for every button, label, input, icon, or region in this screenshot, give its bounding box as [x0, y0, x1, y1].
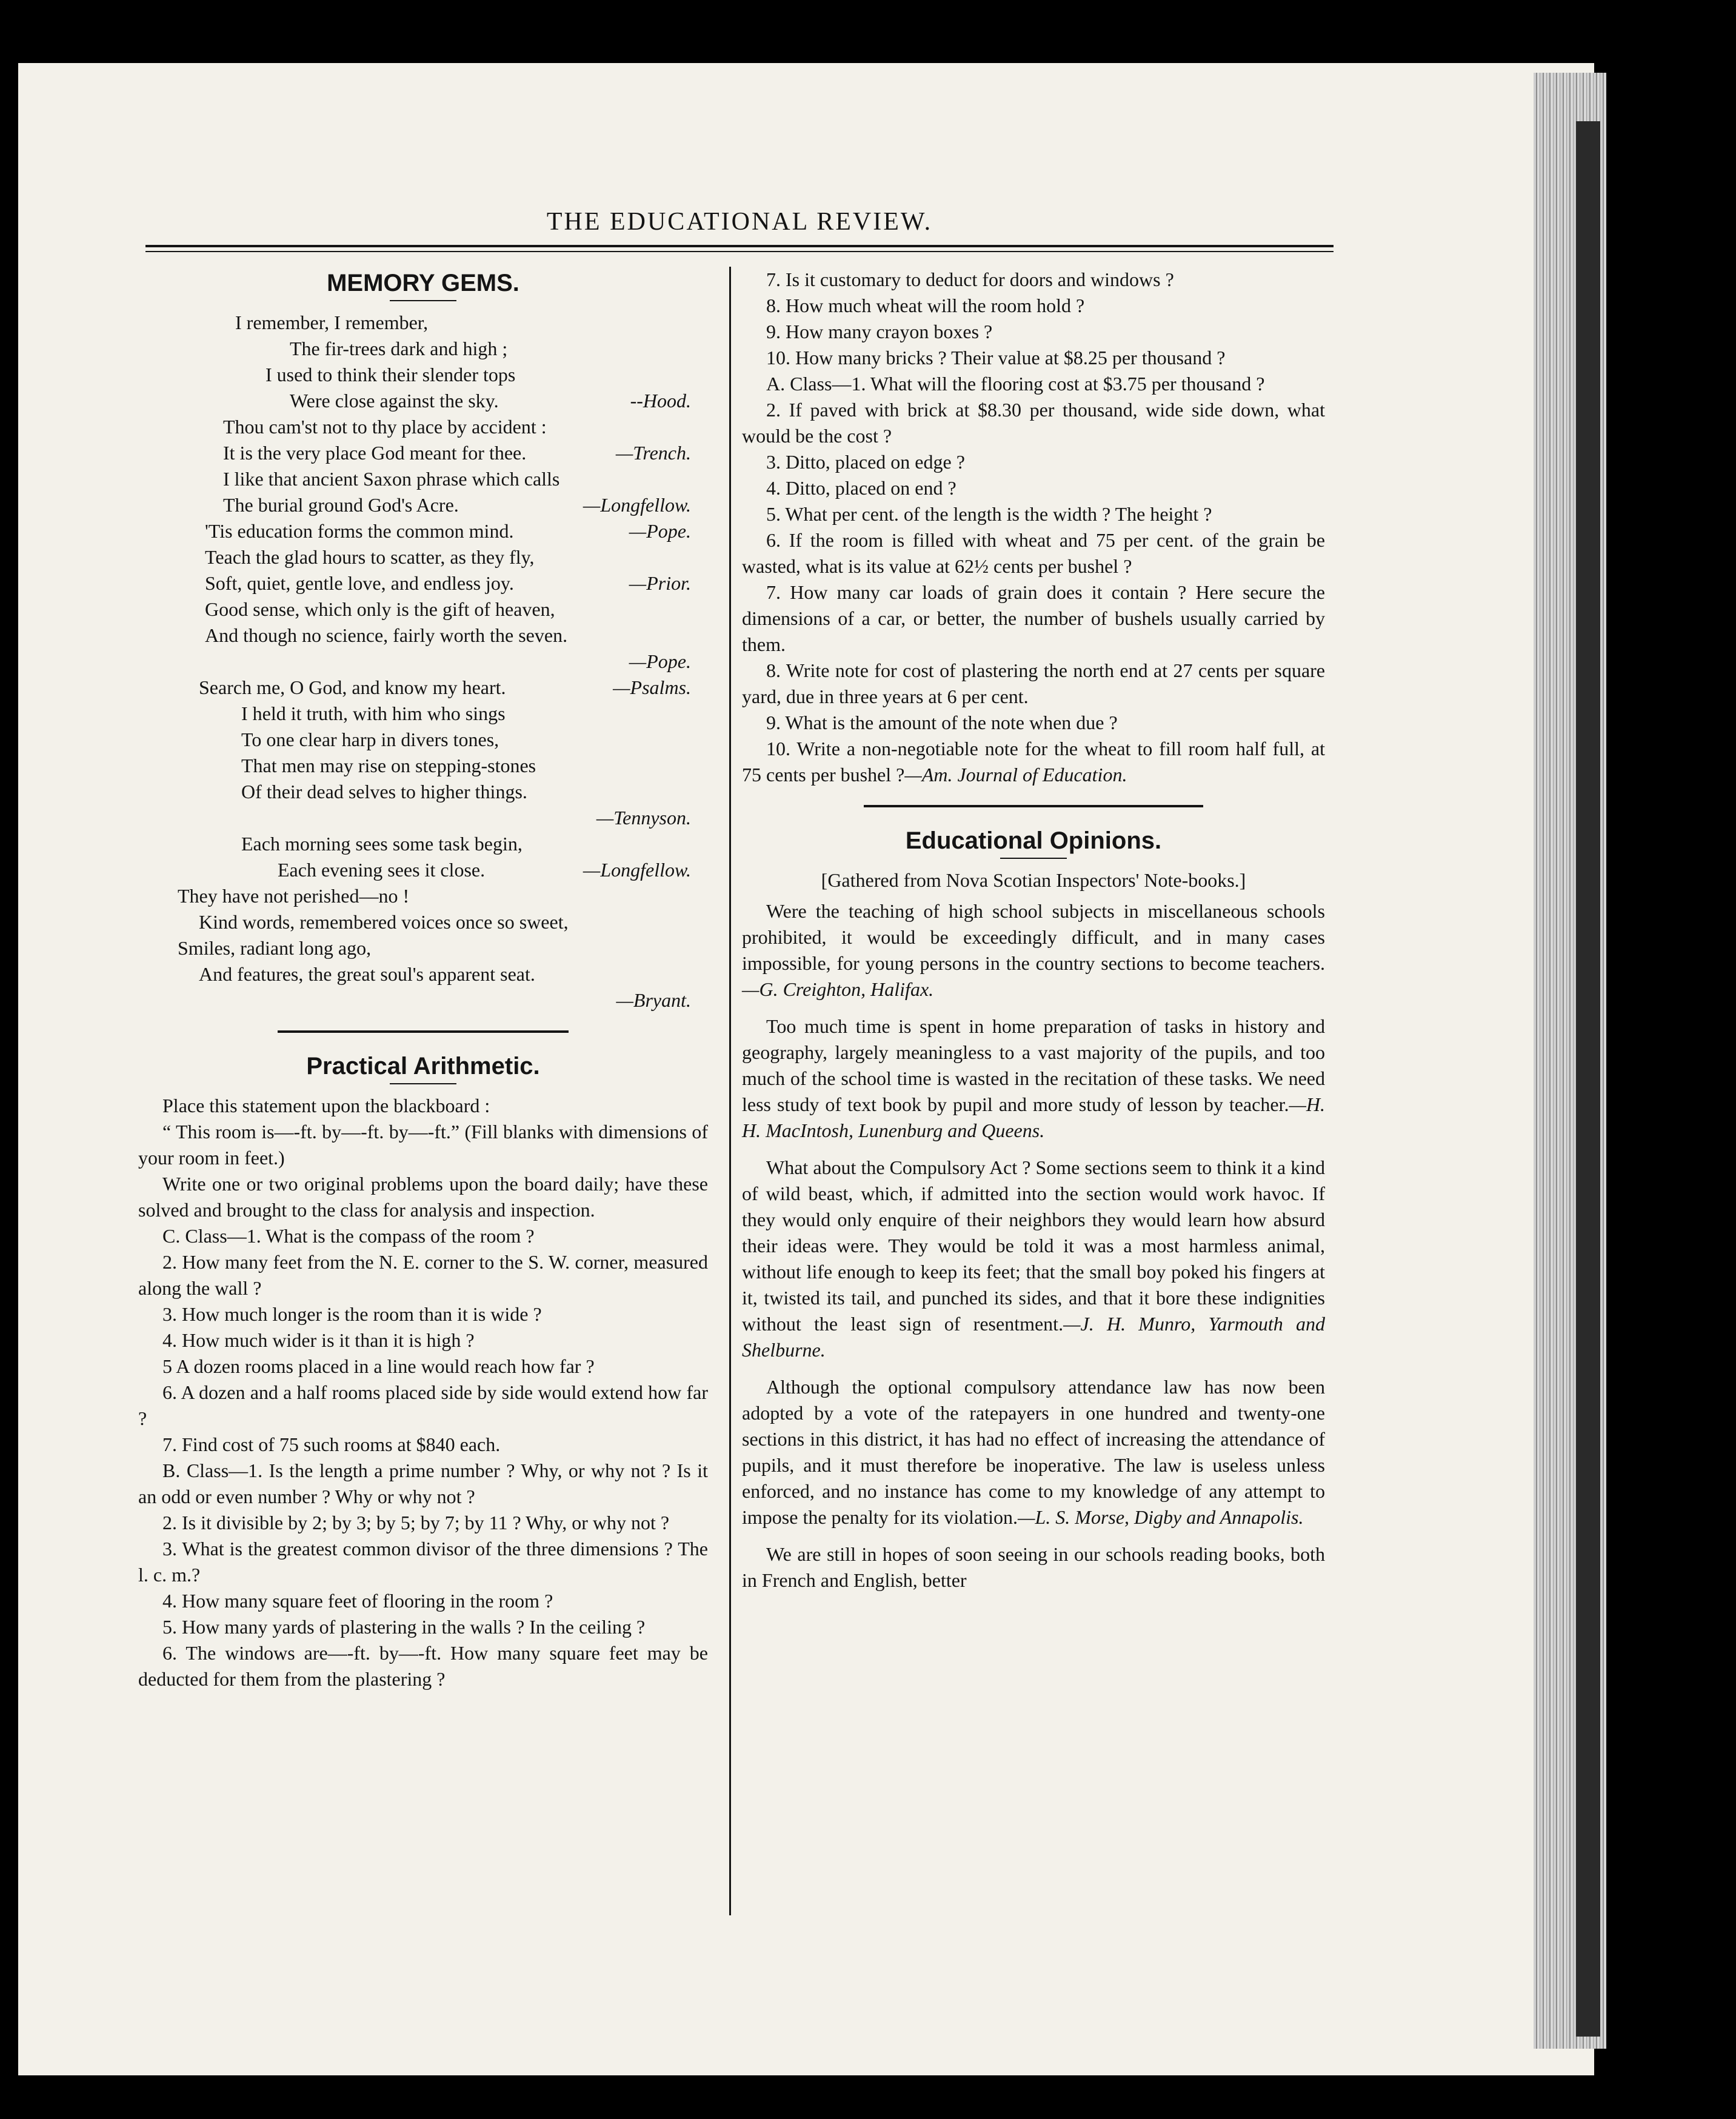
practical-arithmetic-body — [138, 1093, 708, 1692]
arithmetic-item: A. Class—1. What will the flooring cost at $3.75 per thousand ? — [766, 373, 1265, 395]
arithmetic-item: 8. Write note for cost of plastering the north end at 27 cents per square yard, due in three years at 6 per cent. — [742, 659, 1325, 707]
opinion-paragraph — [742, 1541, 1325, 1593]
poem-line-text: I remember, I remember, — [235, 312, 429, 333]
poem-line-text: Each morning sees some task begin, — [241, 833, 522, 855]
poem-line — [138, 883, 708, 909]
poem-line-text: I like that ancient Saxon phrase which calls — [223, 468, 560, 490]
attribution-tennyson: —Tennyson. — [596, 807, 691, 829]
opinion-text: Were the teaching of high school subjects in miscellaneous schools prohibited, it would be exceedingly difficult, and in many cases impossible, for young persons in the country sections to become teachers. — [742, 900, 1325, 974]
poem-attribution: —Longfellow. — [583, 859, 691, 881]
poem-line-text: Thou cam'st not to thy place by accident : — [223, 416, 547, 438]
poem-line-text: Teach the glad hours to scatter, as they fly, — [205, 546, 535, 568]
poem-line-text: The fir-trees dark and high ; — [290, 338, 508, 359]
poem-line-text: They have not perished—no ! — [178, 885, 410, 907]
poem-line-text: I held it truth, with him who sings — [241, 702, 506, 724]
arithmetic-item: 5. What per cent. of the length is the width ? The height ? — [766, 503, 1212, 525]
opinion-text: We are still in hopes of soon seeing in our schools reading books, both in French and English, better — [742, 1543, 1325, 1591]
poem-line — [138, 753, 708, 779]
section-divider — [278, 1030, 569, 1033]
arithmetic-item: Write one or two original problems upon the board daily; have these solved and brought to the class for analysis and inspection. — [138, 1173, 708, 1221]
practical-arithmetic-title: Practical Arithmetic. — [306, 1053, 540, 1080]
poem-line — [138, 466, 708, 492]
poem-line-text: Each evening sees it close. — [278, 859, 486, 881]
poem-line-text: Good sense, which only is the gift of heaven, — [205, 598, 555, 620]
poem-line — [138, 544, 708, 570]
poem-line — [138, 831, 708, 857]
poem-line-text: And though no science, fairly worth the seven. — [205, 624, 568, 646]
arithmetic-item: 4. How many square feet of flooring in the room ? — [162, 1590, 553, 1612]
arithmetic-item: 4. Ditto, placed on end ? — [766, 477, 956, 499]
poem-attribution: —Prior. — [629, 572, 691, 594]
poem-attribution: —Pope. — [629, 520, 691, 542]
poem-line — [138, 727, 708, 753]
arithmetic-item: 7. How many car loads of grain does it contain ? Here secure the dimensions of a car, or better, the number of bushels usually carried by them. — [742, 581, 1325, 655]
memory-gems-poems-2 — [138, 675, 708, 805]
arithmetic-item: 9. How many crayon boxes ? — [766, 321, 993, 342]
poem-line — [138, 909, 708, 935]
opinion-text: Although the optional compulsory attendance law has now been adopted by a vote of the ratepayers in one hundred and twenty-one sections in this district, it has had no effect of increasing the attendance of pupils, and it must therefore be inoperative. The law is useless unless enforced, and no instance has come to my knowledge of any attempt to impose the penalty for its violation. — [742, 1376, 1325, 1528]
arithmetic-item: “ This room is—-ft. by—-ft. by—-ft.” (Fill blanks with dimensions of your room in feet.) — [138, 1121, 708, 1169]
right-column — [742, 267, 1325, 1604]
poem-line-text: Soft, quiet, gentle love, and endless joy. — [205, 572, 514, 594]
arithmetic-item: 4. How much wider is it than it is high ? — [162, 1329, 475, 1351]
arithmetic-item: Place this statement upon the blackboard : — [162, 1095, 490, 1116]
opinion-signature: —G. Creighton, Halifax. — [742, 978, 934, 1000]
poem-line-text: It is the very place God meant for thee. — [223, 442, 527, 464]
arithmetic-item: 10. How many bricks ? Their value at $8.25 per thousand ? — [766, 347, 1226, 369]
poem-line — [138, 492, 708, 518]
poem-line — [138, 310, 708, 336]
opinion-paragraph — [742, 1013, 1325, 1144]
poem-line — [138, 961, 708, 987]
opinion-signature: —L. S. Morse, Digby and Annapolis. — [1018, 1506, 1304, 1528]
poem-line-text: Search me, O God, and know my heart. — [199, 676, 506, 698]
arithmetic-item: 5 A dozen rooms placed in a line would reach how far ? — [162, 1355, 595, 1377]
opinion-paragraph — [742, 898, 1325, 1003]
arithmetic-item: 6. The windows are—-ft. by—-ft. How many square feet may be deducted for them from the plastering ? — [138, 1642, 708, 1690]
arithmetic-item: 6. A dozen and a half rooms placed side by side would extend how far ? — [138, 1381, 708, 1429]
poem-line — [138, 675, 708, 701]
arithmetic-item: 6. If the room is filled with wheat and 75 per cent. of the grain be wasted, what is its value at 62½ cents per bushel ? — [742, 529, 1325, 577]
poem-attribution: —Longfellow. — [583, 494, 691, 516]
left-column — [138, 267, 708, 1692]
poem-line-text: 'Tis education forms the common mind. — [205, 520, 514, 542]
section-divider — [864, 805, 1203, 807]
poem-line — [138, 388, 708, 414]
arithmetic-continued — [742, 267, 1325, 736]
arithmetic-item: 7. Is it customary to deduct for doors and windows ? — [766, 269, 1174, 290]
poem-line — [138, 857, 708, 883]
opinion-signature: —H. H. MacIntosh, Lunenburg and Queens. — [742, 1093, 1325, 1141]
poem-line — [138, 596, 708, 622]
title-rule — [390, 1083, 456, 1084]
poem-attribution: —Psalms. — [613, 676, 691, 698]
poem-line — [138, 701, 708, 727]
poem-line — [138, 622, 708, 649]
arithmetic-item: 3. What is the greatest common divisor of the three dimensions ? The l. c. m.? — [138, 1538, 708, 1586]
poem-line-text: Kind words, remembered voices once so sweet, — [199, 911, 569, 933]
poem-line-text: I used to think their slender tops — [265, 364, 516, 385]
opinion-text: Too much time is spent in home preparation of tasks in history and geography, largely meaningless to a vast majority of the pupils, and too much of the school time is wasted in the recitation of these tasks. We need less study of text book by pupil and more study of lesson by teacher. — [742, 1015, 1325, 1115]
poem-attribution: --Hood. — [630, 390, 691, 412]
poem-attribution: —Trench. — [615, 442, 691, 464]
poem-line-text: And features, the great soul's apparent seat. — [199, 963, 535, 985]
poem-line-text: The burial ground God's Acre. — [223, 494, 459, 516]
arithmetic-item: C. Class—1. What is the compass of the room ? — [162, 1225, 535, 1247]
memory-gems-poems-3 — [138, 831, 708, 987]
arithmetic-item: 3. How much longer is the room than it is wide ? — [162, 1303, 542, 1325]
arithmetic-item: 2. Is it divisible by 2; by 3; by 5; by 7; by 11 ? Why, or why not ? — [162, 1512, 670, 1533]
arithmetic-item-10 — [742, 736, 1325, 788]
opinion-paragraph — [742, 1155, 1325, 1363]
poem-line — [138, 440, 708, 466]
poem-line — [138, 518, 708, 544]
memory-gems-poems — [138, 310, 708, 649]
arithmetic-item: 9. What is the amount of the note when due ? — [766, 712, 1118, 733]
poem-line-text: To one clear harp in divers tones, — [241, 729, 499, 750]
poem-line-text: That men may rise on stepping-stones — [241, 755, 536, 776]
poem-line — [138, 935, 708, 961]
item-10-text: 10. Write a non-negotiable note for the wheat to fill room half full, at 75 cents per bushel ? — [742, 738, 1325, 786]
educational-opinions-subtitle: [Gathered from Nova Scotian Inspectors' Note-books.] — [821, 869, 1246, 891]
attribution-pope: —Pope. — [629, 650, 691, 672]
poem-line-text: Of their dead selves to higher things. — [241, 781, 527, 803]
arithmetic-item: 3. Ditto, placed on edge ? — [766, 451, 965, 473]
memory-gems-title: MEMORY GEMS. — [327, 270, 519, 296]
header-rule — [145, 245, 1334, 247]
item-10-source: —Am. Journal of Education. — [904, 764, 1127, 786]
educational-opinions-title: Educational Opinions. — [905, 827, 1162, 854]
opinion-signature: —J. H. Munro, Yarmouth and Shelburne. — [742, 1313, 1326, 1361]
book-shadow — [1576, 121, 1600, 2037]
arithmetic-item: 7. Find cost of 75 such rooms at $840 each. — [162, 1433, 501, 1455]
arithmetic-item: B. Class—1. Is the length a prime number ? Why, or why not ? Is it an odd or even number ? Why or why not ? — [138, 1460, 708, 1507]
arithmetic-item: 2. How many feet from the N. E. corner to the S. W. corner, measured along the wall ? — [138, 1251, 708, 1299]
running-header: THE EDUCATIONAL REVIEW. — [546, 208, 933, 236]
attribution-bryant: —Bryant. — [616, 989, 691, 1011]
opinion-paragraph — [742, 1374, 1325, 1530]
title-rule — [390, 300, 456, 301]
poem-line — [138, 570, 708, 596]
title-rule — [1000, 858, 1067, 859]
arithmetic-item: 2. If paved with brick at $8.30 per thousand, wide side down, what would be the cost ? — [742, 399, 1325, 447]
educational-opinions-body — [742, 898, 1325, 1593]
arithmetic-item: 8. How much wheat will the room hold ? — [766, 295, 1085, 316]
poem-line — [138, 362, 708, 388]
poem-line-text: Smiles, radiant long ago, — [178, 937, 372, 959]
opinion-text: What about the Compulsory Act ? Some sections seem to think it a kind of wild beast, which, if admitted into the section would work havoc. If they would only enquire of their neighbors they would learn how absurd their ideas were. They would be told it was a most harmless animal, without life enough to keep its feet; that the small boy poked his fingers at it, twisted its tail, and punched its sides, and that it bore these indignities without the least sign of resentment. — [742, 1156, 1325, 1335]
poem-line — [138, 779, 708, 805]
arithmetic-item: 5. How many yards of plastering in the walls ? In the ceiling ? — [162, 1616, 646, 1638]
poem-line — [138, 414, 708, 440]
column-divider — [729, 267, 731, 1915]
header-rule-thin — [145, 251, 1334, 252]
poem-line-text: Were close against the sky. — [290, 390, 499, 412]
poem-line — [138, 336, 708, 362]
